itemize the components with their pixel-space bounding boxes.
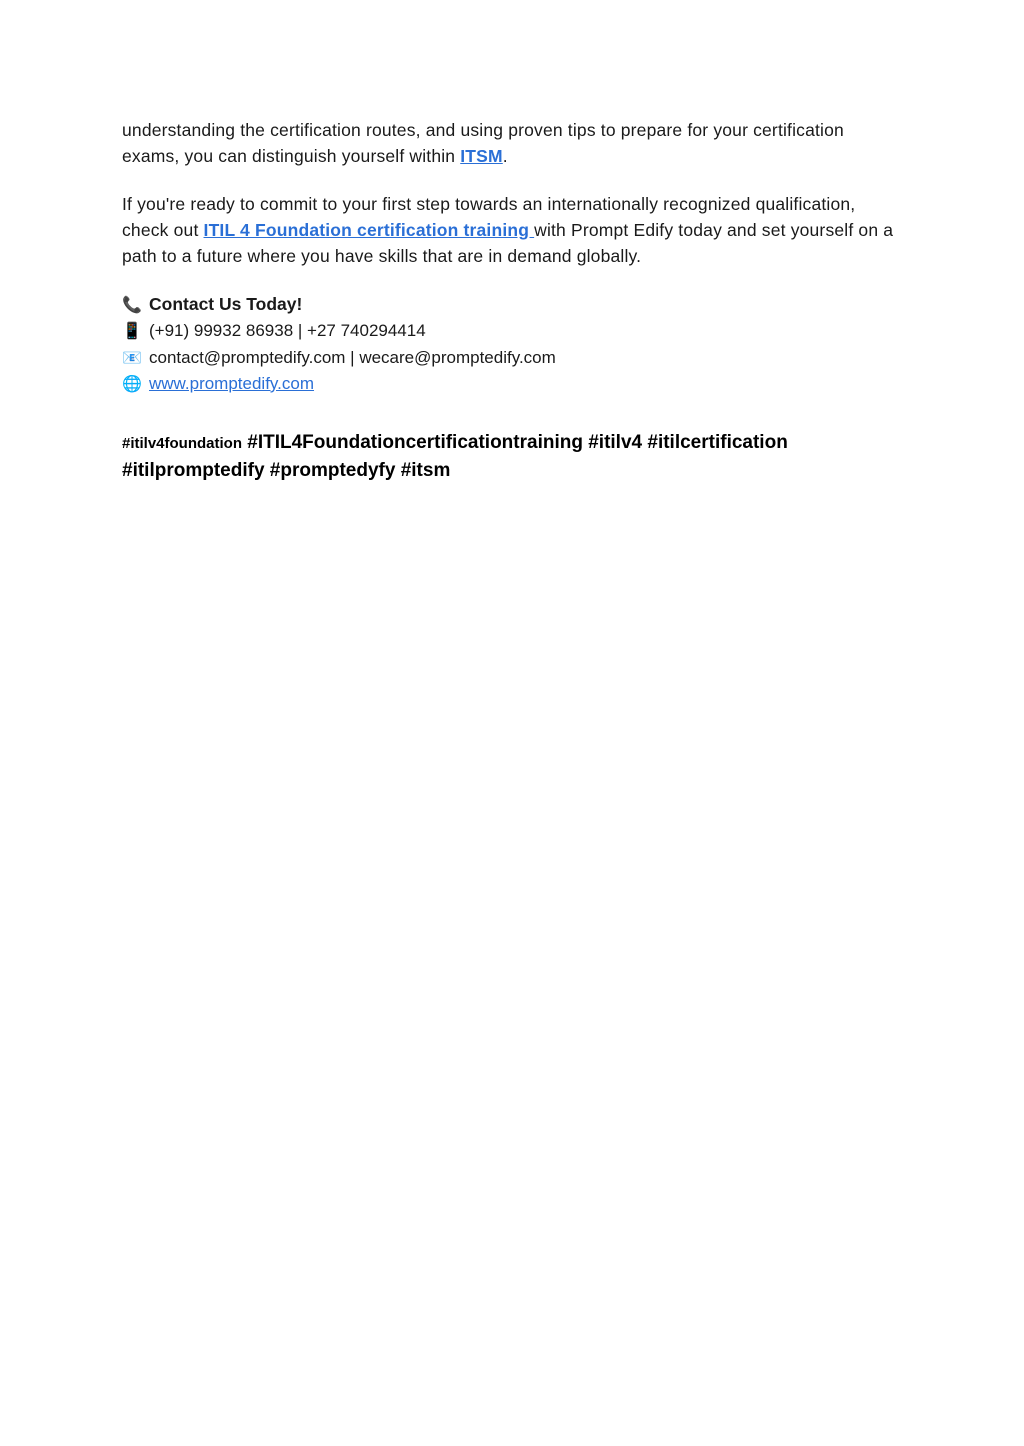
paragraph-1-text-after-link: . <box>502 145 508 166</box>
hashtag-primary: #itilv4foundation <box>122 434 242 452</box>
paragraph-2 <box>122 192 902 270</box>
contact-title: Contact Us Today! <box>149 294 303 315</box>
globe-icon: 🌐 <box>122 375 142 393</box>
itil4-foundation-training-link[interactable]: ITIL 4 Foundation certification training <box>203 219 535 240</box>
contact-phone-line <box>122 318 902 344</box>
telephone-receiver-icon: 📞 <box>122 297 142 315</box>
website-link[interactable]: www.promptedify.com <box>149 373 315 393</box>
hashtag-list: #ITIL4Foundationcertificationtraining #itilv4 #itilcertification #itilpromptedify #promptedyfy #itsm <box>122 431 788 482</box>
mobile-phone-icon: 📱 <box>122 323 142 341</box>
hashtag-block <box>122 429 902 486</box>
paragraph-2-text-after-link: with Prompt Edify today and set yourself on a path to a future where you have skills that are in demand globally. <box>122 219 894 266</box>
contact-title-line <box>122 291 902 318</box>
contact-block <box>122 291 902 396</box>
email-icon: 📧 <box>122 349 142 367</box>
contact-phone-numbers: (+91) 99932 86938 | +27 740294414 <box>149 321 426 341</box>
contact-website-line <box>122 371 902 397</box>
document-content <box>122 118 902 486</box>
paragraph-1 <box>122 118 902 170</box>
contact-email-addresses: contact@promptedify.com | wecare@promptedify.com <box>149 347 556 367</box>
itsm-link[interactable]: ITSM <box>460 145 503 166</box>
paragraph-2-text-before-link: If you're ready to commit to your first step towards an internationally recognized qualification, check out <box>122 193 856 240</box>
paragraph-1-text-before-link: understanding the certification routes, and using proven tips to prepare for your certification exams, you can distinguish yourself within <box>122 120 844 166</box>
contact-email-line <box>122 345 902 371</box>
